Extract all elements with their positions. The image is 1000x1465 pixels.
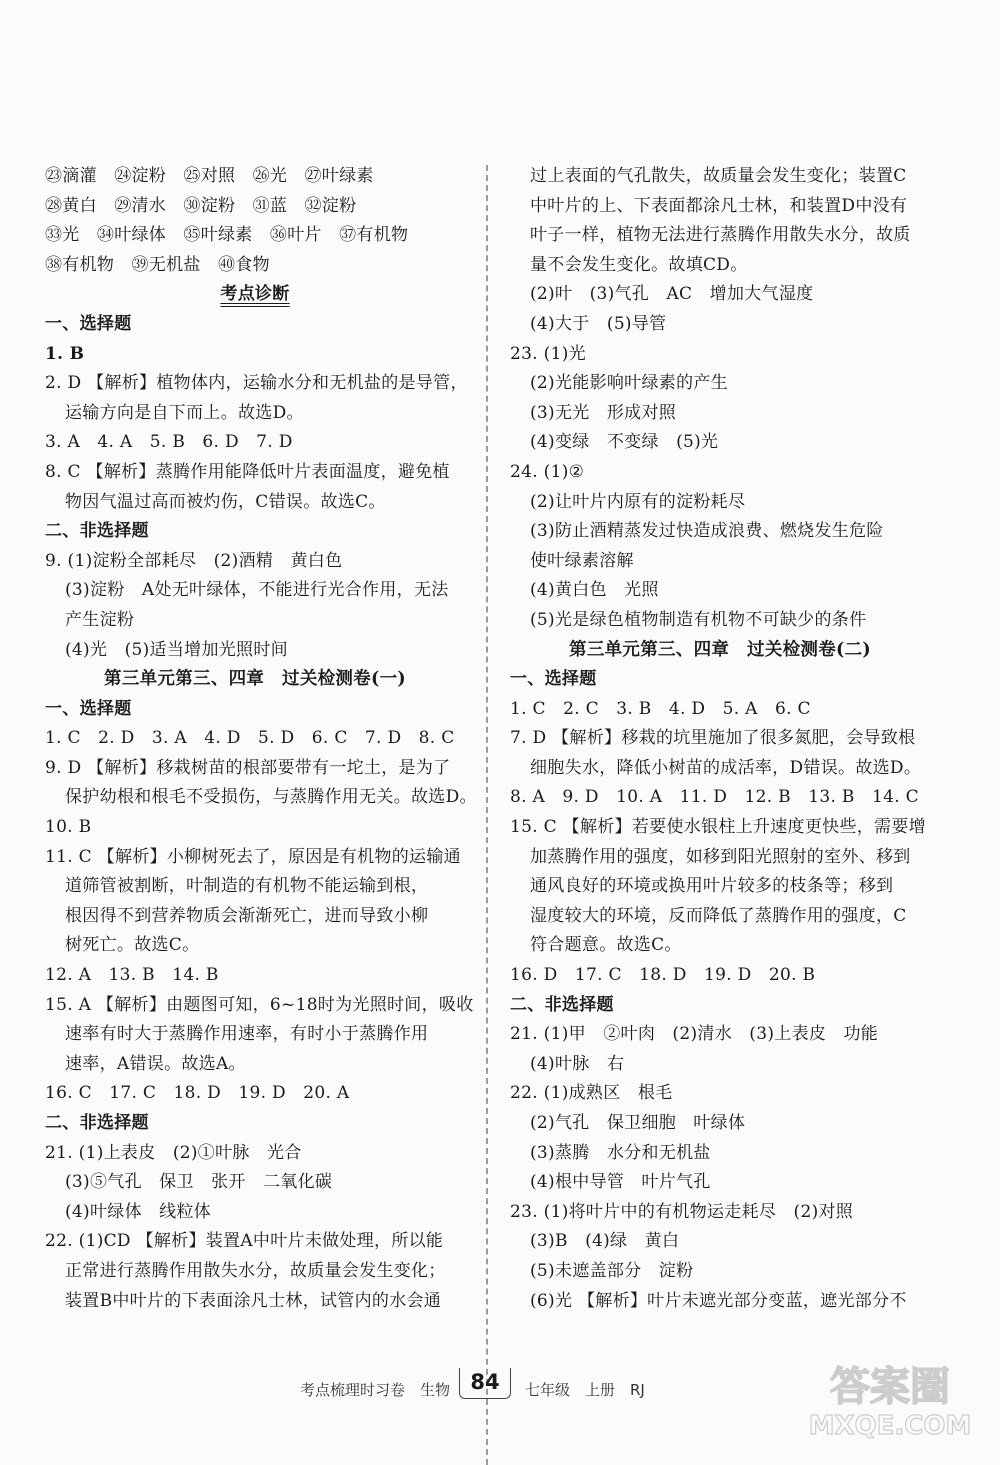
- left-line: (3)淀粉 A处无叶绿体，不能进行光合作用，无法: [65, 580, 449, 601]
- right-line: 符合题意。故选C。: [530, 935, 682, 956]
- right-line: 量不会发生变化。故填CD。: [530, 254, 748, 275]
- left-line: ㉘黄白 ㉙清水 ㉚淀粉 ㉛蓝 ㉜淀粉: [45, 195, 357, 216]
- right-line: (2)叶 (3)气孔 AC 增加大气湿度: [530, 284, 814, 305]
- footer-grade: 七年级 上册 RJ: [525, 1381, 645, 1399]
- left-line: 2. D 【解析】植物体内，运输水分和无机盐的是导管，: [45, 373, 468, 394]
- right-line: (4)变绿 不变绿 (5)光: [530, 432, 719, 453]
- left-line: 21. (1)上表皮 (2)①叶脉 光合: [45, 1142, 302, 1163]
- right-line: (2)光能影响叶绿素的产生: [530, 373, 728, 394]
- left-line: 12. A 13. B 14. B: [45, 965, 219, 986]
- right-line: (5)光是绿色植物制造有机物不可缺少的条件: [530, 609, 867, 630]
- left-line: 运输方向是自下而上。故选D。: [65, 402, 304, 423]
- footer-book-title: 考点梳理时习卷 生物: [300, 1381, 451, 1399]
- right-line: (5)未遮盖部分 淀粉: [530, 1260, 694, 1281]
- left-line: (3)⑤气孔 保卫 张开 二氧化碳: [65, 1172, 333, 1193]
- right-line: 通风良好的环境或换用叶片较多的枝条等；移到: [530, 876, 894, 897]
- right-line: 中叶片的上、下表面都涂凡士林，和装置D中没有: [530, 195, 908, 216]
- right-line: (3)蒸腾 水分和无机盐: [530, 1142, 711, 1163]
- right-line: 过上表面的气孔散失，故质量会发生变化；装置C: [530, 166, 907, 186]
- right-line: (3)无光 形成对照: [530, 402, 677, 423]
- left-line: 考点诊断: [220, 284, 290, 305]
- right-line: 细胞失水，降低小树苗的成活率，D错误。故选D。: [530, 757, 922, 778]
- right-line: (6)光 【解析】叶片未遮光部分变蓝，遮光部分不: [530, 1290, 907, 1311]
- right-line: 叶子一样，植物无法进行蒸腾作用散失水分，故质: [530, 225, 911, 246]
- right-line: (4)叶脉 右: [530, 1053, 625, 1074]
- left-line: 根因得不到营养物质会渐渐死亡，进而导致小柳: [65, 905, 429, 926]
- watermark-url: MXQE.COM: [808, 1411, 972, 1441]
- left-line: 11. C 【解析】小柳树死去了，原因是有机物的运输通: [45, 846, 461, 867]
- right-line: (2)气孔 保卫细胞 叶绿体: [530, 1113, 746, 1133]
- left-line: 1. B: [45, 343, 85, 364]
- column-divider: [486, 165, 488, 1465]
- watermark-logo: [800, 1352, 980, 1442]
- right-line: 22. (1)成熟区 根毛: [510, 1083, 673, 1104]
- left-line: 15. A 【解析】由题图可知，6~18时为光照时间，吸收: [45, 994, 474, 1015]
- left-line: 9. D 【解析】移栽树苗的根部要带有一坨土，是为了: [45, 757, 451, 778]
- left-line: ㉓滴灌 ㉔淀粉 ㉕对照 ㉖光 ㉗叶绿素: [45, 166, 374, 186]
- right-line: 15. C 【解析】若要使水银柱上升速度更快些，需要增: [510, 817, 926, 838]
- left-line: 10. B: [45, 817, 92, 838]
- right-line: 23. (1)光: [510, 343, 586, 364]
- right-line: 湿度较大的环境，反而降低了蒸腾作用的强度，C: [530, 905, 907, 926]
- left-line: (4)叶绿体 线粒体: [65, 1201, 212, 1222]
- left-line: 道筛管被割断，叶制造的有机物不能运输到根，: [65, 876, 429, 897]
- right-line: 二、非选择题: [510, 994, 614, 1015]
- left-line: 产生淀粉: [65, 609, 135, 630]
- right-line: (4)大于 (5)导管: [530, 313, 667, 334]
- right-line: 21. (1)甲 ②叶肉 (2)清水 (3)上表皮 功能: [510, 1024, 879, 1045]
- left-line: 3. A 4. A 5. B 6. D 7. D: [45, 432, 293, 453]
- left-line: 装置B中叶片的下表面涂凡士林，试管内的水会通: [65, 1290, 442, 1311]
- left-line: 22. (1)CD 【解析】装置A中叶片未做处理，所以能: [45, 1231, 444, 1252]
- right-line: 使叶绿素溶解: [530, 550, 634, 571]
- right-line: 加蒸腾作用的强度，如移到阳光照射的室外、移到: [530, 846, 911, 867]
- left-line: 速率有时大于蒸腾作用速率，有时小于蒸腾作用: [65, 1024, 429, 1045]
- left-line: 16. C 17. C 18. D 19. D 20. A: [45, 1083, 350, 1104]
- right-line: 1. C 2. C 3. B 4. D 5. A 6. C: [510, 698, 811, 719]
- watermark-text: 答案圈: [830, 1364, 950, 1410]
- left-line: 1. C 2. D 3. A 4. D 5. D 6. C 7. D 8. C: [45, 728, 455, 749]
- right-line: (2)让叶片内原有的淀粉耗尽: [530, 491, 746, 512]
- left-line: 物因气温过高而被灼伤，C错误。故选C。: [65, 491, 386, 512]
- left-line: 保护幼根和根毛不受损伤，与蒸腾作用无关。故选D。: [65, 787, 477, 808]
- page-number: 84: [459, 1368, 511, 1399]
- left-line: 8. C 【解析】蒸腾作用能降低叶片表面温度，避免植: [45, 461, 450, 482]
- right-column: [510, 162, 930, 1316]
- left-line: (4)光 (5)适当增加光照时间: [65, 639, 288, 660]
- right-line: (3)B (4)绿 黄白: [530, 1231, 680, 1252]
- right-line: 第三单元第三、四章 过关检测卷(二): [569, 639, 871, 660]
- left-line: 正常进行蒸腾作用散失水分，故质量会发生变化；: [65, 1260, 446, 1281]
- left-line: 二、非选择题: [45, 1113, 149, 1133]
- right-line: 8. A 9. D 10. A 11. D 12. B 13. B 14. C: [510, 787, 919, 808]
- left-line: 一、选择题: [45, 698, 132, 719]
- left-line: ㉝光 ㉞叶绿体 ㉟叶绿素 ㊱叶片 ㊲有机物: [45, 225, 409, 246]
- right-line: 23. (1)将叶片中的有机物运走耗尽 (2)对照: [510, 1201, 854, 1222]
- right-line: 16. D 17. C 18. D 19. D 20. B: [510, 965, 816, 986]
- left-line: 二、非选择题: [45, 521, 149, 542]
- left-line: 树死亡。故选C。: [65, 935, 200, 956]
- right-line: 24. (1)②: [510, 461, 585, 482]
- left-column: [45, 162, 477, 1316]
- right-line: (4)黄白色 光照: [530, 580, 659, 601]
- right-line: (4)根中导管 叶片气孔: [530, 1172, 711, 1193]
- left-line: 速率，A错误。故选A。: [65, 1053, 246, 1074]
- left-line: 一、选择题: [45, 313, 132, 334]
- left-line: 第三单元第三、四章 过关检测卷(一): [104, 669, 406, 690]
- right-line: 7. D 【解析】移栽的坑里施加了很多氮肥，会导致根: [510, 728, 916, 749]
- right-line: 一、选择题: [510, 669, 597, 690]
- left-line: 9. (1)淀粉全部耗尽 (2)酒精 黄白色: [45, 550, 343, 571]
- right-line: (3)防止酒精蒸发过快造成浪费、燃烧发生危险: [530, 521, 884, 542]
- left-line: ㊳有机物 ㊴无机盐 ㊵食物: [45, 254, 270, 275]
